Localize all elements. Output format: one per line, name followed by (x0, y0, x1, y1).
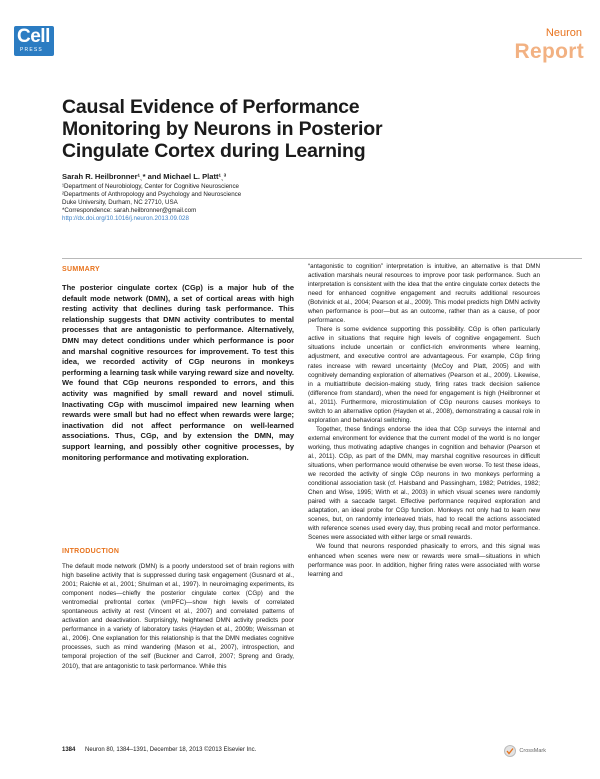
correspondence: *Correspondence: sarah.heilbronner@gmail.com (62, 206, 197, 214)
right-column (308, 262, 540, 579)
page-number: 1384 (62, 747, 76, 753)
header-divider (62, 258, 582, 259)
right-paragraph-1: “antagonistic to cognition” interpretation is intuitive, an alternative is that DMN activation marshals neural resources to improve poor task performance. Such an interpretation is consistent with the idea that the entire cingulate cortex detects the need for enhanced cognitive engagement and recruits additional resources (Botvinick et al., 2004; Pearson et al., 2009). This model predicts high DMN activity when performance is poor—but as an outcome, rather than as a cause, of poor performance. (308, 263, 540, 325)
crossmark-label: CrossMark (519, 748, 546, 754)
affiliation-address: Duke University, Durham, NC 27710, USA (62, 198, 178, 206)
crossmark-badge[interactable] (504, 745, 546, 757)
cell-press-logo (14, 26, 54, 56)
logo-main-text: Cell (17, 26, 50, 47)
affiliation-2: ²Departments of Anthropology and Psychology and Neuroscience (62, 190, 242, 198)
affiliation-1: ¹Department of Neurobiology, Center for Cognitive Neuroscience (62, 183, 240, 190)
summary-text: The posterior cingulate cortex (CGp) is a major hub of the default mode network (DMN), a set of cortical areas with high resting activity that declines during task performance. This relationship suggests that DMN activity contributes to mental processes that are antagonistic to performance. Alternatively, DMN may detect conditions under which performance is poor and marshal cognitive resources for improvement. To test this idea, we recorded activity of CGp neurons in monkeys performing a learning task while varying reward size and novelty. We found that CGp neurons responded to errors, and this activity was magnified by small reward and novel stimuli. Inactivating CGp with muscimol impaired new learning when rewards were small but had no effect when rewards were large; inactivation did not affect performance on well-learned associations. Thus, CGp, and by extension the DMN, may support learning, and possibly other cognitive processes, by monitoring performance and motivating exploration. (62, 283, 295, 462)
article-title: Causal Evidence of Performance Monitoring by Neurons in Posterior Cingulate Cortex during Learning (62, 96, 383, 162)
introduction-heading: INTRODUCTION (62, 548, 120, 555)
article-type: Report (514, 40, 584, 63)
crossmark-icon (504, 745, 516, 757)
logo-sub-text: PRESS (20, 47, 43, 53)
author-list: Sarah R. Heilbronner¹ˎ* and Michael L. Platt¹ˎ³ (62, 172, 227, 181)
right-paragraph-4: We found that neurons responded phasically to errors, and this signal was enhanced when scenes were new or rewards were small—situations in which performance was poor. In addition, higher firing rates were associated with worse learning and (308, 543, 540, 578)
introduction-text: The default mode network (DMN) is a poorly understood set of brain regions with high baseline activity that is suppressed during task engagement (Gusnard et al., 2001; Raichle et al., 2001; Shulman et al., 1997). In neuroimaging experiments, its component nodes—chiefly the posterior cingulate cortex (CGp) and the ventromedial prefrontal cortex (vmPFC)—show high levels of correlated spontaneous activity at rest (Vincent et al., 2007) and correlated patterns of activation and deactivation. Surprisingly, heightened DMN activity predicts poor performance in a variety of laboratory tasks (Hayden et al., 2009b; Weissman et al., 2006). One explanation for this relationship is that the DMN mediates cognitive processes, such as mind wandering (Mason et al., 2007), introspection, and temporal projection of the self (Buckner and Carroll, 2007; Spreng and Grady, 2010), that are antagonistic to task performance. While this (62, 563, 294, 670)
right-paragraph-2: There is some evidence supporting this possibility. CGp is often particularly active in situations that require high levels of cognitive engagement. Such situations include uncertain or conflict-rich environments where learning, adjustment, and executive control are advantageous. For example, CGp firing rates increase with reward uncertainty (McCoy and Platt, 2005) and with cognitively demanding exploration of alternatives (Pearson et al., 2009). Likewise, in a multiattribute decision-making study, firing rates track decision salience (difference from standard), when the need for engagement is high (Heilbronner et al., 2011). Furthermore, microstimulation of CGp neurons causes monkeys to switch to an alternative option (Hayden et al., 2008), demonstrating a causal role in exploration and behavioral switching. (308, 326, 540, 424)
journal-name: Neuron (545, 27, 582, 39)
affiliations (62, 183, 362, 223)
doi-link[interactable]: http://dx.doi.org/10.1016/j.neuron.2013.09.028 (62, 214, 189, 222)
page-footer (62, 747, 256, 753)
summary-heading: SUMMARY (62, 266, 101, 273)
citation-line: Neuron 80, 1384–1391, December 18, 2013 ©2013 Elsevier Inc. (85, 747, 257, 753)
right-paragraph-3: Together, these findings endorse the idea that CGp surveys the internal and external environment for evidence that the current model of the world is no longer working, thus motivating adaptive changes in cognition and behavior (Pearson et al., 2011). CGp, as part of the DMN, may marshal cognitive resources in difficult situations, when performance would otherwise be even worse. To test these ideas, we recorded the activity of single CGp neurons in two monkeys performing a conditional association task (cf. Halsband and Passingham, 1982; Petrides, 1982; Chen and Wise, 1995; Wirth et al., 2003) in which visual scenes were randomly paired with a saccade target. Effective performance required exploration and adaptation, an ideal probe for CGp function. Monkeys not only had to learn new scenes, but, on randomly interleaved trials, had to recall the actions associated with reference scenes used every day, thus probing recall and motor performance. Scenes were associated with either large or small rewards. (308, 425, 540, 542)
